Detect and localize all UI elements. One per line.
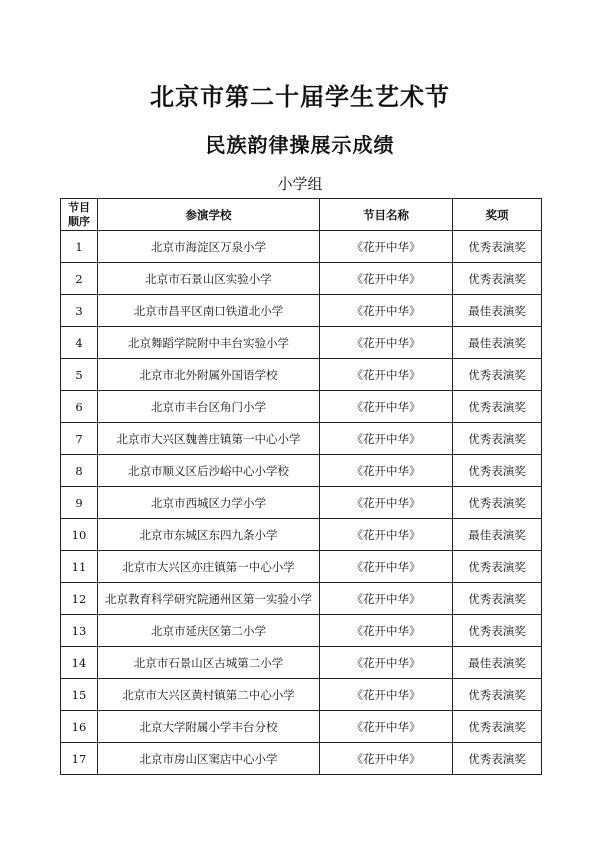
cell-award: 优秀表演奖 (453, 391, 542, 423)
cell-school: 北京市房山区窦店中心小学 (98, 743, 320, 775)
cell-award: 优秀表演奖 (453, 583, 542, 615)
cell-program: 《花开中华》 (320, 423, 453, 455)
cell-program: 《花开中华》 (320, 231, 453, 263)
cell-award: 优秀表演奖 (453, 359, 542, 391)
cell-school: 北京市北外附属外国语学校 (98, 359, 320, 391)
cell-award: 优秀表演奖 (453, 679, 542, 711)
table-row (61, 519, 542, 551)
table-row (61, 711, 542, 743)
cell-program: 《花开中华》 (320, 743, 453, 775)
cell-program: 《花开中华》 (320, 263, 453, 295)
cell-program: 《花开中华》 (320, 455, 453, 487)
cell-order: 17 (61, 743, 98, 775)
cell-award: 优秀表演奖 (453, 455, 542, 487)
cell-order: 9 (61, 487, 98, 519)
header-program: 节目名称 (320, 199, 453, 231)
table-row (61, 455, 542, 487)
cell-program: 《花开中华》 (320, 519, 453, 551)
cell-award: 优秀表演奖 (453, 711, 542, 743)
cell-program: 《花开中华》 (320, 711, 453, 743)
cell-school: 北京教育科学研究院通州区第一实验小学 (98, 583, 320, 615)
cell-award: 优秀表演奖 (453, 487, 542, 519)
cell-program: 《花开中华》 (320, 391, 453, 423)
cell-school: 北京市石景山区古城第二小学 (98, 647, 320, 679)
table-row (61, 359, 542, 391)
cell-school: 北京市丰台区角门小学 (98, 391, 320, 423)
cell-school: 北京市海淀区万泉小学 (98, 231, 320, 263)
cell-school: 北京市石景山区实验小学 (98, 263, 320, 295)
cell-school: 北京市顺义区后沙峪中心小学校 (98, 455, 320, 487)
table-row (61, 263, 542, 295)
cell-award: 最佳表演奖 (453, 519, 542, 551)
table-row (61, 647, 542, 679)
cell-award: 最佳表演奖 (453, 647, 542, 679)
cell-school: 北京市昌平区南口铁道北小学 (98, 295, 320, 327)
cell-program: 《花开中华》 (320, 583, 453, 615)
cell-program: 《花开中华》 (320, 615, 453, 647)
cell-school: 北京市大兴区亦庄镇第一中心小学 (98, 551, 320, 583)
cell-order: 12 (61, 583, 98, 615)
table-row (61, 295, 542, 327)
cell-program: 《花开中华》 (320, 487, 453, 519)
header-order-line2: 顺序 (68, 214, 90, 228)
cell-award: 最佳表演奖 (453, 327, 542, 359)
cell-program: 《花开中华》 (320, 647, 453, 679)
header-order (61, 199, 98, 231)
cell-program: 《花开中华》 (320, 327, 453, 359)
cell-school: 北京市延庆区第二小学 (98, 615, 320, 647)
table-row (61, 583, 542, 615)
cell-order: 6 (61, 391, 98, 423)
group-label: 小学组 (277, 175, 323, 193)
header-order-line1: 节目 (68, 200, 90, 214)
cell-award: 最佳表演奖 (453, 295, 542, 327)
table-body (61, 231, 542, 775)
document-subtitle: 民族韵律操展示成绩 (205, 133, 395, 157)
table-row (61, 391, 542, 423)
table-row (61, 231, 542, 263)
cell-order: 1 (61, 231, 98, 263)
cell-order: 15 (61, 679, 98, 711)
cell-program: 《花开中华》 (320, 679, 453, 711)
results-table (60, 198, 542, 775)
cell-school: 北京市东城区东四九条小学 (98, 519, 320, 551)
document-title: 北京市第二十届学生艺术节 (150, 82, 450, 111)
header-school: 参演学校 (98, 199, 320, 231)
cell-school: 北京大学附属小学丰台分校 (98, 711, 320, 743)
cell-school: 北京舞蹈学院附中丰台实验小学 (98, 327, 320, 359)
cell-award: 优秀表演奖 (453, 615, 542, 647)
table-row (61, 679, 542, 711)
cell-order: 11 (61, 551, 98, 583)
cell-school: 北京市大兴区黄村镇第二中心小学 (98, 679, 320, 711)
cell-program: 《花开中华》 (320, 551, 453, 583)
cell-order: 3 (61, 295, 98, 327)
cell-school: 北京市大兴区魏善庄镇第一中心小学 (98, 423, 320, 455)
cell-award: 优秀表演奖 (453, 743, 542, 775)
cell-order: 10 (61, 519, 98, 551)
cell-order: 16 (61, 711, 98, 743)
cell-order: 5 (61, 359, 98, 391)
table-row (61, 551, 542, 583)
cell-award: 优秀表演奖 (453, 263, 542, 295)
cell-order: 13 (61, 615, 98, 647)
cell-order: 4 (61, 327, 98, 359)
table-row (61, 487, 542, 519)
cell-order: 8 (61, 455, 98, 487)
cell-order: 2 (61, 263, 98, 295)
cell-order: 7 (61, 423, 98, 455)
cell-school: 北京市西城区力学小学 (98, 487, 320, 519)
cell-award: 优秀表演奖 (453, 231, 542, 263)
table-row (61, 423, 542, 455)
table-row (61, 743, 542, 775)
cell-award: 优秀表演奖 (453, 423, 542, 455)
cell-order: 14 (61, 647, 98, 679)
table-row (61, 327, 542, 359)
cell-program: 《花开中华》 (320, 359, 453, 391)
header-award: 奖项 (453, 199, 542, 231)
cell-award: 优秀表演奖 (453, 551, 542, 583)
cell-program: 《花开中华》 (320, 295, 453, 327)
table-header-row (61, 199, 542, 231)
table-row (61, 615, 542, 647)
